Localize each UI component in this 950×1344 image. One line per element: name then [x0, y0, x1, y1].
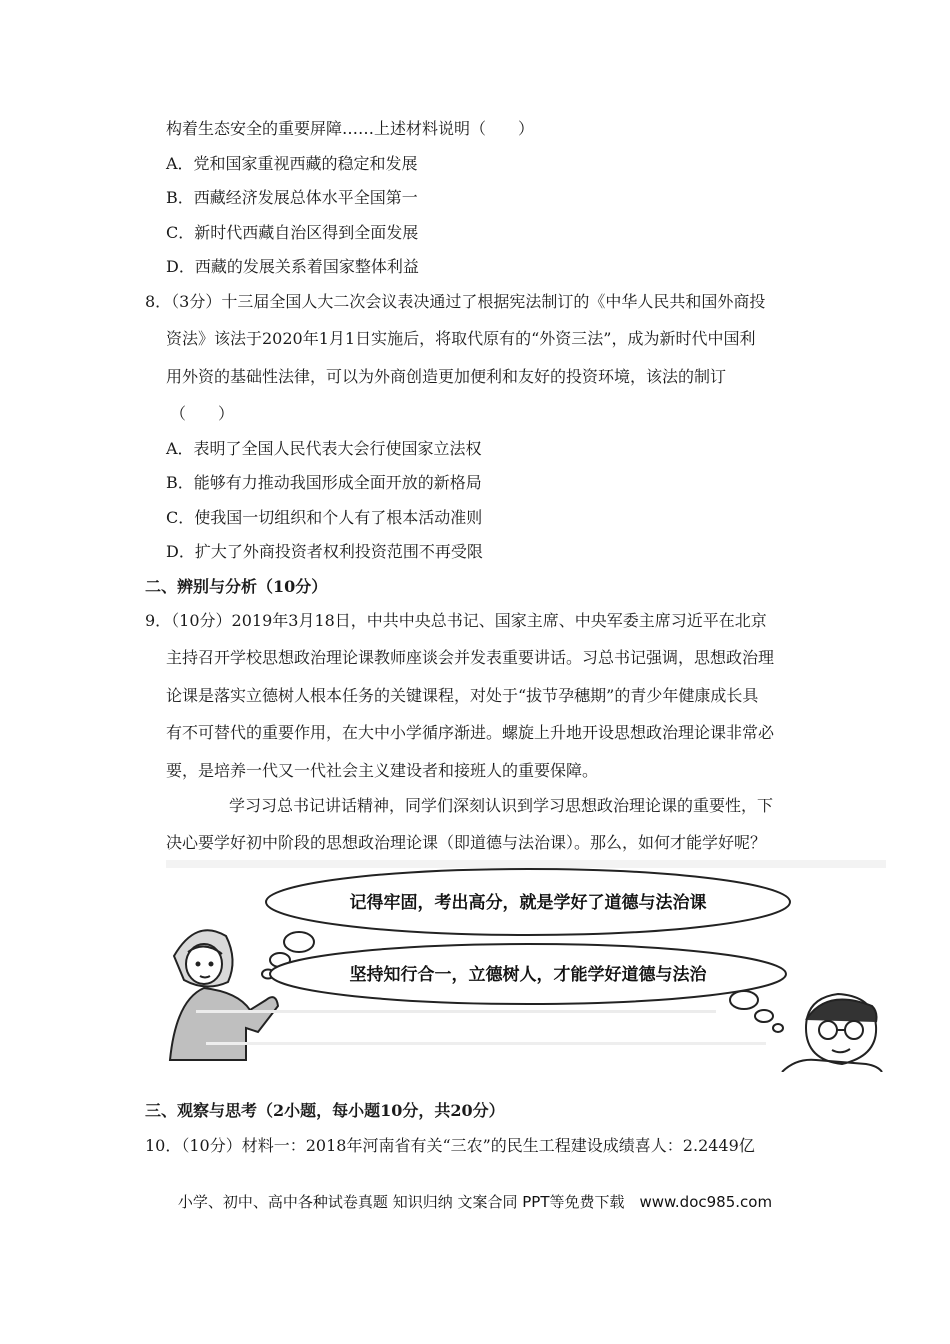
q8-answer-blank: （ ） — [170, 404, 235, 423]
q7-option-a: A．党和国家重视西藏的稳定和发展 — [166, 154, 418, 173]
q9-paragraph-line: 决心要学好初中阶段的思想政治理论课（即道德与法治课）。那么，如何才能学好呢？ — [166, 833, 767, 852]
q9-stem-line: 要，是培养一代又一代社会主义建设者和接班人的重要保障。 — [166, 761, 599, 780]
q8-option-c: C．使我国一切组织和个人有了根本活动准则 — [166, 508, 483, 527]
bubble-text: 记得牢固，考出高分，就是学好了道德与法治课 — [349, 893, 707, 913]
discussion-illustration — [166, 860, 886, 1072]
bubble-text: 坚持知行合一，立德树人，才能学好道德与法治 — [349, 965, 707, 985]
q9-stem-line: 主持召开学校思想政治理论课教师座谈会并发表重要讲话。习总书记强调，思想政治理 — [166, 648, 775, 667]
q9-stem-line: 有不可替代的重要作用，在大中小学循序渐进。螺旋上升地开设思想政治理论课非常必 — [166, 723, 775, 742]
q8-option-a: A．表明了全国人民代表大会行使国家立法权 — [166, 439, 482, 458]
page-footer: 小学、初中、高中各种试卷真题 知识归纳 文案合同 PPT等免费下载 www.doc985.com — [177, 1193, 773, 1211]
q7-option-d: D．西藏的发展关系着国家整体利益 — [166, 257, 419, 276]
q7-option-b: B．西藏经济发展总体水平全国第一 — [166, 188, 418, 207]
q7-option-c: C．新时代西藏自治区得到全面发展 — [166, 223, 419, 242]
section-heading: 三、观察与思考（2小题，每小题10分，共20分） — [145, 1101, 505, 1120]
q7-continuation: 构着生态安全的重要屏障……上述材料说明（ ） — [166, 119, 535, 138]
q8-stem-line: 用外资的基础性法律，可以为外商创造更加便利和友好的投资环境，该法的制订 — [166, 367, 727, 386]
section-heading: 二、辨别与分析（10分） — [145, 577, 328, 596]
q8-stem-line: 资法》该法于2020年1月1日实施后，将取代原有的“外资三法”，成为新时代中国利 — [166, 329, 756, 348]
q8-option-d: D．扩大了外商投资者权利投资范围不再受限 — [166, 542, 483, 561]
q8-option-b: B．能够有力推动我国形成全面开放的新格局 — [166, 473, 482, 492]
q9-paragraph-line: 学习习总书记讲话精神，同学们深刻认识到学习思想政治理论课的重要性，下 — [229, 796, 774, 815]
q9-stem-line: 9．（10分）2019年3月18日，中共中央总书记、国家主席、中央军委主席习近平在北京 — [145, 611, 767, 630]
q10-stem-line: 10．（10分）材料一：2018年河南省有关“三农”的民生工程建设成绩喜人：2.2449亿 — [145, 1136, 755, 1155]
q8-stem-line: 8．（3分）十三届全国人大二次会议表决通过了根据宪法制订的《中华人民共和国外商投 — [145, 292, 766, 311]
q9-stem-line: 论课是落实立德树人根本任务的关键课程，对处于“拔节孕穗期”的青少年健康成长具 — [166, 686, 759, 705]
